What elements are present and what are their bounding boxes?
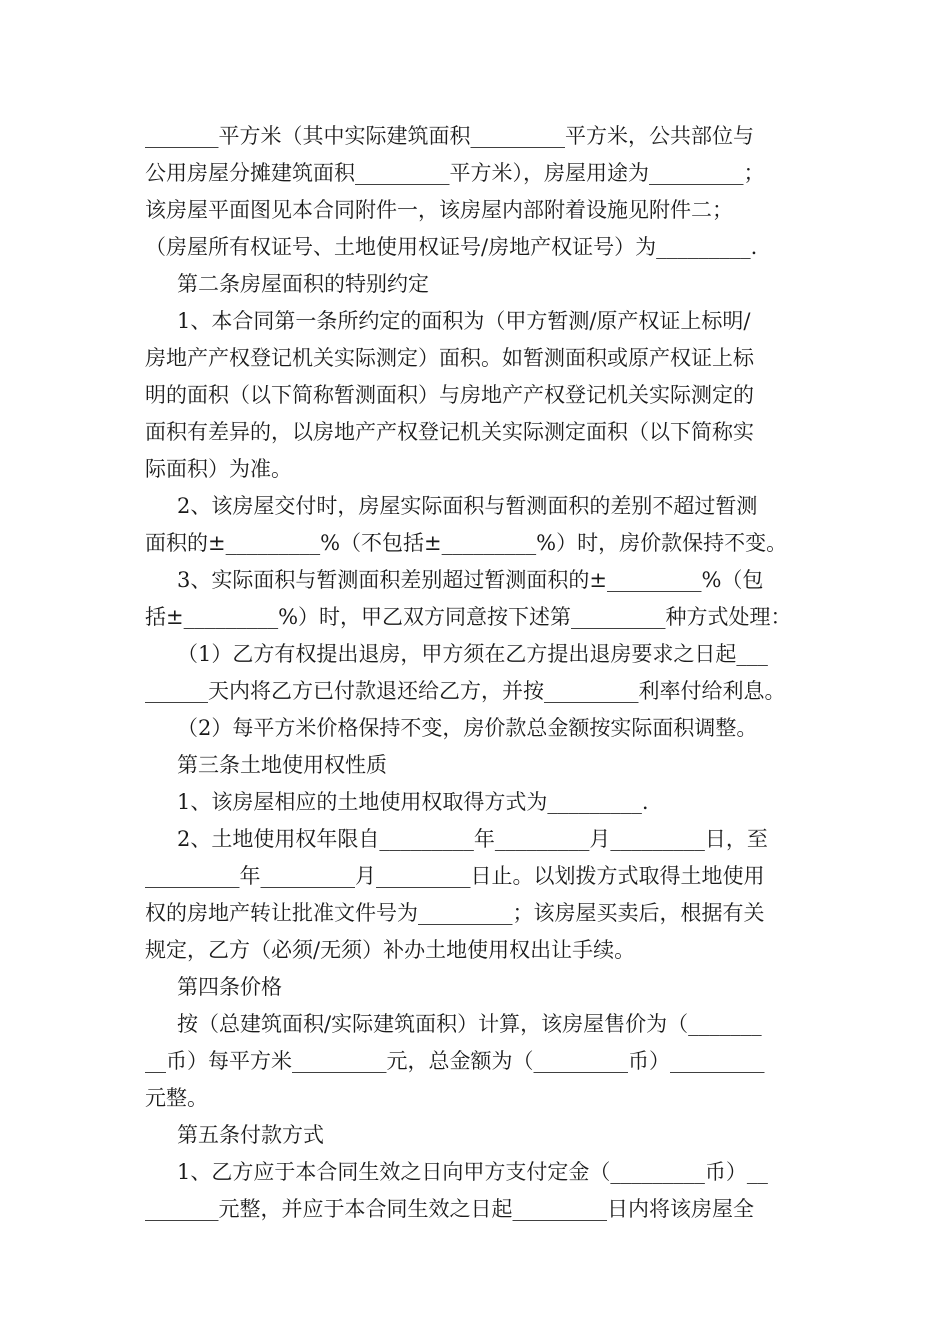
text-line: 公用房屋分摊建筑面积_________平方米），房屋用途为_________； [145,161,765,185]
text-line: 第二条房屋面积的特别约定 [177,272,429,296]
text-line: 1、乙方应于本合同生效之日向甲方支付定金（_________币）__ [177,1160,768,1184]
text-line: 1、本合同第一条所约定的面积为（甲方暂测/原产权证上标明/ [177,309,751,333]
contract-page [145,118,815,1228]
text-line: （房屋所有权证号、土地使用权证号/房地产权证号）为_________. [145,235,758,259]
text-line: 2、该房屋交付时，房屋实际面积与暂测面积的差别不超过暂测 [177,494,758,518]
text-line: 际面积）为准。 [145,457,292,481]
text-line: （1）乙方有权提出退房，甲方须在乙方提出退房要求之日起___ [177,642,768,666]
text-line: 面积的±_________%（不包括±_________%）时，房价款保持不变。 [145,531,788,555]
text-line: 第五条付款方式 [177,1123,324,1147]
text-line: 3、实际面积与暂测面积差别超过暂测面积的±_________%（包 [177,568,764,592]
text-line: _______元整，并应于本合同生效之日起_________日内将该房屋全 [145,1197,754,1221]
text-line: 元整。 [145,1086,208,1110]
text-line: 按（总建筑面积/实际建筑面积）计算，该房屋售价为（_______ [177,1012,762,1036]
text-line: 房地产产权登记机关实际测定）面积。如暂测面积或原产权证上标 [145,346,754,370]
text-line: 明的面积（以下简称暂测面积）与房地产产权登记机关实际测定的 [145,383,754,407]
text-line: 1、该房屋相应的土地使用权取得方式为_________. [177,790,649,814]
text-line: 面积有差异的，以房地产产权登记机关实际测定面积（以下简称实 [145,420,754,444]
text-line: ______天内将乙方已付款退还给乙方，并按_________利率付给利息。 [145,679,786,703]
text-line: _______平方米（其中实际建筑面积_________平方米，公共部位与 [145,124,754,148]
text-line: 该房屋平面图见本合同附件一，该房屋内部附着设施见附件二； [145,198,733,222]
text-line: 第三条土地使用权性质 [177,753,387,777]
text-line: 规定，乙方（必须/无须）补办土地使用权出让手续。 [145,938,636,962]
text-line: _________年_________月_________日止。以划拨方式取得土地使用 [145,864,765,888]
text-line: __币）每平方米_________元，总金额为（_________币）_________ [145,1049,765,1073]
text-line: 2、土地使用权年限自_________年_________月_________日，至 [177,827,768,851]
text-line: 权的房地产转让批准文件号为_________；该房屋买卖后，根据有关 [145,901,765,925]
text-line: （2）每平方米价格保持不变，房价款总金额按实际面积调整。 [177,716,758,740]
text-line: 括±_________%）时，甲乙双方同意按下述第_________种方式处理： [145,605,792,629]
text-line: 第四条价格 [177,975,282,999]
